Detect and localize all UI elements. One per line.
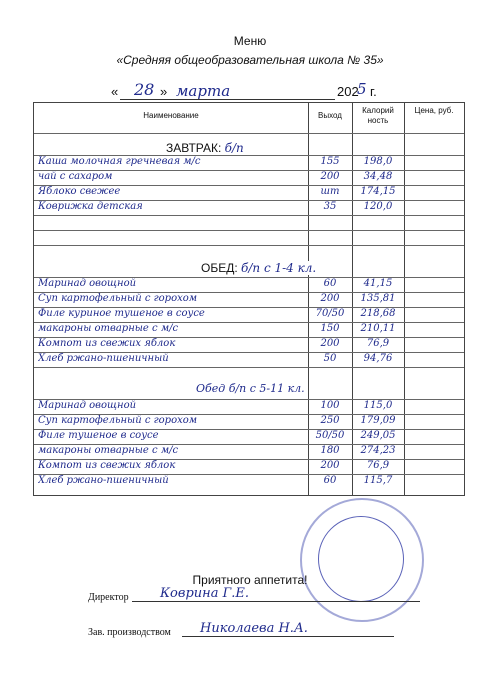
menu-title: Меню: [233, 34, 267, 48]
lunch2-row-name: Суп картофельный с горохом: [38, 415, 198, 426]
breakfast-row-output: 35: [323, 201, 337, 212]
breakfast-row-output: 200: [320, 171, 340, 182]
director-signature: Коврина Г.Е.: [160, 586, 249, 601]
breakfast-note: б/п: [224, 141, 244, 155]
lunch-note: б/п с 1-4 кл.: [241, 261, 317, 275]
lunch2-row-output: 100: [320, 400, 340, 411]
bon-appetit-text: Приятного аппетита!: [192, 573, 308, 587]
date-open-quote: «: [111, 84, 119, 99]
lunch-row-calories: 210,11: [360, 323, 396, 334]
lunch2-row-calories: 179,09: [360, 415, 396, 426]
lunch2-row-output: 180: [320, 445, 340, 456]
lunch2-row-output: 250: [320, 415, 340, 426]
date-underline: [120, 99, 335, 100]
lunch2-row-name: Хлеб ржано-пшеничный: [38, 475, 169, 486]
lunch2-row-output: 50/50: [315, 430, 345, 441]
manager-label: Зав. производством: [88, 627, 171, 638]
breakfast-row-name: чай с сахаром: [38, 171, 113, 182]
lunch-row-calories: 41,15: [363, 278, 393, 289]
date-year-suffix: 5: [357, 80, 367, 98]
breakfast-row-output: шт: [320, 186, 340, 197]
breakfast-row-name: Каша молочная гречневая м/с: [38, 156, 201, 167]
lunch-row-output: 70/50: [315, 308, 345, 319]
date-year-prefix: 202: [337, 84, 359, 99]
menu-table: [33, 102, 465, 496]
lunch-row-calories: 218,68: [360, 308, 396, 319]
breakfast-row-name: Коврижка детская: [38, 201, 143, 212]
lunch-row-output: 200: [320, 293, 340, 304]
lunch2-heading: Обед б/п с 5-11 кл.: [196, 382, 305, 395]
col-output-header: Выход: [318, 111, 342, 120]
breakfast-title: ЗАВТРАК:: [166, 141, 222, 155]
date-close-quote: »: [160, 84, 168, 99]
lunch-row-output: 60: [323, 278, 337, 289]
col-price-header: Цена, руб.: [414, 106, 454, 115]
breakfast-row-output: 155: [320, 156, 340, 167]
lunch-row-output: 150: [320, 323, 340, 334]
lunch2-row-output: 60: [323, 475, 337, 486]
director-signature-line: [132, 601, 420, 602]
lunch-row-name: Суп картофельный с горохом: [38, 293, 198, 304]
breakfast-heading: [164, 141, 246, 155]
lunch2-row-calories: 76,9: [366, 460, 390, 471]
school-stamp-inner-ring: [318, 516, 404, 602]
manager-signature-line: [182, 636, 394, 637]
breakfast-row-calories: 120,0: [363, 201, 393, 212]
lunch-row-name: Маринад овощной: [38, 278, 137, 289]
lunch2-row-name: Филе тушеное в соусе: [38, 430, 159, 441]
lunch-title: ОБЕД:: [201, 261, 238, 275]
breakfast-row-name: Яблоко свежее: [38, 186, 121, 197]
lunch-row-output: 50: [323, 353, 337, 364]
lunch2-row-name: Компот из свежих яблок: [38, 460, 176, 471]
lunch-row-name: Компот из свежих яблок: [38, 338, 176, 349]
lunch-row-calories: 76,9: [366, 338, 390, 349]
lunch2-row-name: Маринад овощной: [38, 400, 137, 411]
breakfast-row-calories: 34,48: [363, 171, 393, 182]
date-month: марта: [176, 82, 231, 100]
lunch2-row-calories: 115,7: [363, 475, 393, 486]
col-name-header: Наименование: [143, 111, 199, 120]
lunch-row-name: макароны отварные с м/с: [38, 323, 179, 334]
col-calories-header: Калорий ность: [362, 106, 394, 125]
lunch2-row-calories: 274,23: [360, 445, 396, 456]
lunch-row-name: Хлеб ржано-пшеничный: [38, 353, 169, 364]
breakfast-row-calories: 198,0: [363, 156, 393, 167]
manager-signature: Николаева Н.А.: [200, 621, 308, 636]
director-label: Директор: [88, 592, 129, 603]
lunch-heading: [199, 261, 318, 275]
lunch2-row-name: макароны отварные с м/с: [38, 445, 179, 456]
lunch2-row-output: 200: [320, 460, 340, 471]
lunch-row-output: 200: [320, 338, 340, 349]
school-name: «Средняя общеобразовательная школа № 35»: [116, 53, 384, 67]
lunch-row-name: Филе куриное тушеное в соусе: [38, 308, 205, 319]
lunch2-row-calories: 249,05: [360, 430, 396, 441]
date-year-label: г.: [370, 84, 377, 99]
lunch-row-calories: 94,76: [363, 353, 393, 364]
date-day: 28: [134, 80, 155, 99]
breakfast-row-calories: 174,15: [360, 186, 396, 197]
lunch-row-calories: 135,81: [360, 293, 396, 304]
lunch2-row-calories: 115,0: [363, 400, 393, 411]
